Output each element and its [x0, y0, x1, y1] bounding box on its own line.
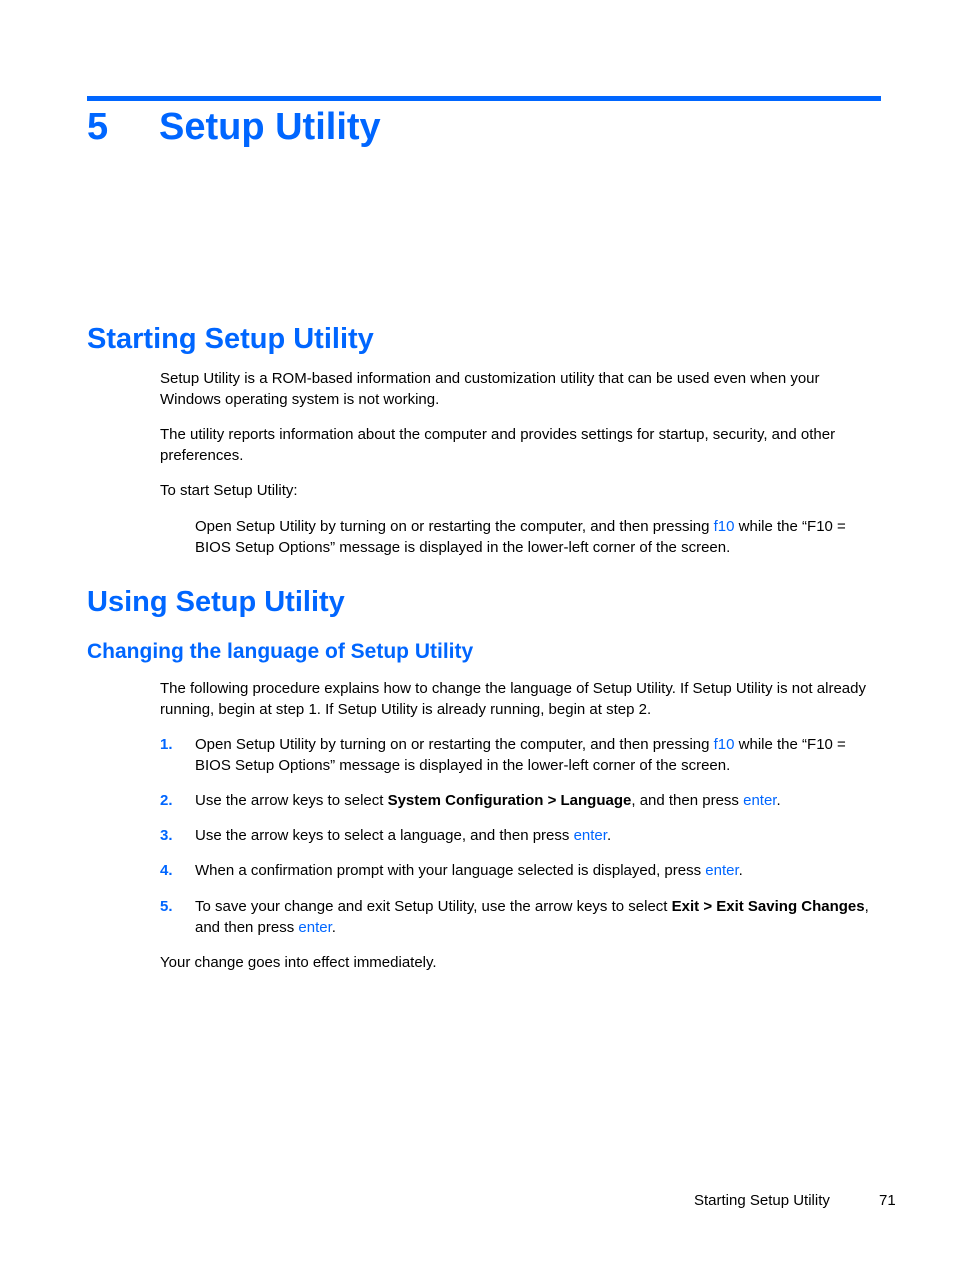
- step-text: When a confirmation prompt with your language selected is displayed, press enter.: [195, 862, 743, 879]
- page-number: 71: [879, 1192, 896, 1209]
- step-number: 5.: [160, 898, 173, 915]
- section-heading-starting: Starting Setup Utility: [87, 323, 374, 355]
- key-enter: enter: [298, 919, 332, 936]
- paragraph-intro: Setup Utility is a ROM-based information and customization utility that can be used even when your Windows operating system is not working.: [160, 370, 820, 408]
- chapter-number: 5: [87, 106, 109, 148]
- step-text: Use the arrow keys to select a language, and then press enter.: [195, 827, 612, 844]
- step-text: Open Setup Utility by turning on or restarting the computer, and then pressing f10 while the “F10 = BIOS Setup Options” message is displayed in the lower-left corner of the screen.: [195, 736, 846, 774]
- step-text: Use the arrow keys to select System Configuration > Language, and then press enter.: [195, 792, 781, 809]
- key-enter: enter: [573, 827, 607, 844]
- subsection-heading-language: Changing the language of Setup Utility: [87, 640, 474, 663]
- step-1: [160, 734, 884, 776]
- paragraph-to-start: To start Setup Utility:: [160, 482, 298, 499]
- step-2: [160, 790, 884, 811]
- step-5: [160, 896, 884, 938]
- paragraph-closing: Your change goes into effect immediately.: [160, 954, 437, 971]
- paragraph-procedure: The following procedure explains how to change the language of Setup Utility. If Setup Utility is not already running, begin at step 1. If Setup Utility is already running, begin at step 2.: [160, 680, 866, 718]
- paragraph-reports: The utility reports information about the computer and provides settings for startup, security, and other preferences.: [160, 426, 836, 464]
- step-number: 3.: [160, 827, 173, 844]
- step-3: [160, 825, 884, 846]
- section-heading-using: Using Setup Utility: [87, 586, 345, 618]
- start-instruction: Open Setup Utility by turning on or restarting the computer, and then pressing f10 while the “F10 = BIOS Setup Options” message is displayed in the lower-left corner of the screen.: [195, 518, 846, 556]
- key-enter: enter: [743, 792, 777, 809]
- chapter-heading: [87, 104, 381, 150]
- step-number: 2.: [160, 792, 173, 809]
- chapter-rule: [87, 96, 881, 101]
- step-text: To save your change and exit Setup Utility, use the arrow keys to select Exit > Exit Saving Changes, and then press enter.: [195, 898, 869, 936]
- chapter-title: Setup Utility: [159, 106, 381, 148]
- step-number: 4.: [160, 862, 173, 879]
- key-f10: f10: [713, 736, 735, 753]
- footer-section-title: Starting Setup Utility: [694, 1192, 830, 1209]
- key-enter: enter: [705, 862, 739, 879]
- menu-path: Exit > Exit Saving Changes: [671, 898, 865, 915]
- key-f10: f10: [713, 518, 735, 535]
- menu-path: System Configuration > Language: [387, 792, 632, 809]
- step-4: [160, 860, 884, 881]
- step-number: 1.: [160, 736, 173, 753]
